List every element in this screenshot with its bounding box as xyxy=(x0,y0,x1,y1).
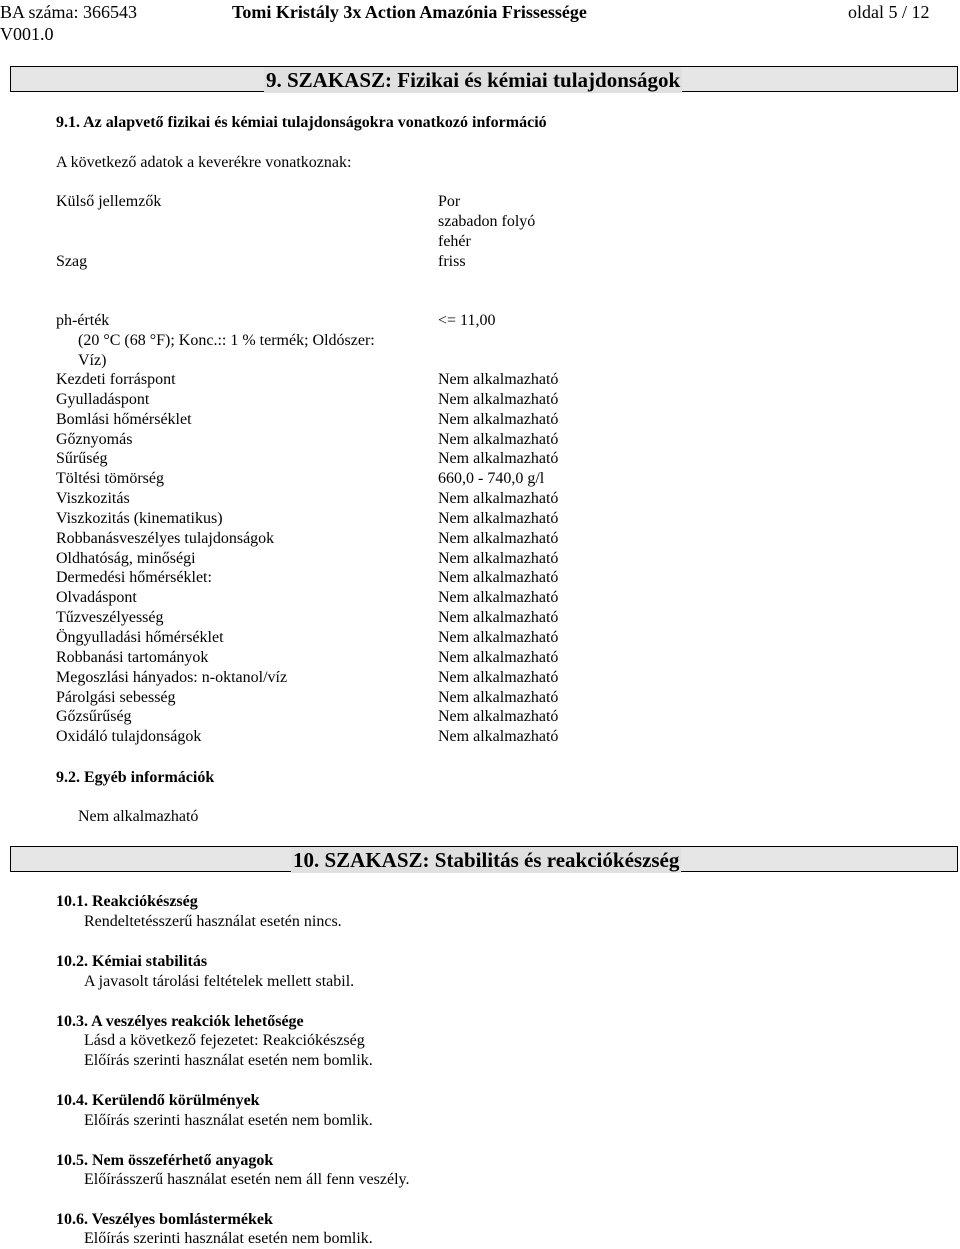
appearance-value-1: Por xyxy=(438,193,461,210)
property-row xyxy=(56,469,616,489)
property-row xyxy=(56,390,616,410)
property-value: Nem alkalmazható xyxy=(438,569,559,587)
property-row xyxy=(56,529,616,549)
property-label: Párolgási sebesség xyxy=(56,688,176,706)
property-label: Viszkozitás xyxy=(56,490,130,508)
odor-label: Szag xyxy=(56,253,88,270)
property-value: Nem alkalmazható xyxy=(438,509,559,527)
property-label: Gőznyomás xyxy=(56,430,133,448)
subsection-10-3-text-2: Előírás szerinti használat esetén nem bomlik. xyxy=(84,1052,373,1069)
section-10-bar xyxy=(10,846,958,872)
property-value: Nem alkalmazható xyxy=(438,628,559,646)
property-label: Olvadáspont xyxy=(56,589,137,607)
property-value: Nem alkalmazható xyxy=(438,609,559,627)
property-label: Tűzveszélyesség xyxy=(56,609,164,627)
property-label: Dermedési hőmérséklet: xyxy=(56,569,212,587)
subsection-10-6-heading: 10.6. Veszélyes bomlástermékek xyxy=(56,1211,273,1228)
property-row xyxy=(56,688,616,708)
property-row xyxy=(56,648,616,668)
appearance-value-3: fehér xyxy=(438,233,471,250)
property-value: Nem alkalmazható xyxy=(438,648,559,666)
property-value: Nem alkalmazható xyxy=(438,529,559,547)
property-label: Bomlási hőmérséklet xyxy=(56,410,192,428)
version: V001.0 xyxy=(0,24,54,44)
subsection-10-4-heading: 10.4. Kerülendő körülmények xyxy=(56,1092,260,1109)
property-row xyxy=(56,449,616,469)
section-9-title: 9. SZAKASZ: Fizikai és kémiai tulajdonságok xyxy=(266,68,681,92)
property-value: Nem alkalmazható xyxy=(438,371,559,388)
property-value: Nem alkalmazható xyxy=(438,430,559,448)
subsection-10-4-text: Előírás szerinti használat esetén nem bomlik. xyxy=(84,1112,373,1129)
appearance-label: Külső jellemzők xyxy=(56,193,162,210)
property-row xyxy=(56,549,616,569)
property-label: Viszkozitás (kinematikus) xyxy=(56,509,223,527)
property-value: Nem alkalmazható xyxy=(438,728,559,746)
property-row xyxy=(56,727,616,747)
property-label: Robbanásveszélyes tulajdonságok xyxy=(56,529,275,547)
ph-note-line-1: (20 °C (68 °F); Konc.:: 1 % termék; Oldószer: xyxy=(78,332,375,349)
subsection-10-3-heading: 10.3. A veszélyes reakciók lehetősége xyxy=(56,1013,304,1030)
section-9-bar xyxy=(10,66,958,92)
property-label: Megoszlási hányados: n-oktanol/víz xyxy=(56,668,288,686)
property-value: Nem alkalmazható xyxy=(438,450,559,468)
subsection-10-5-text: Előírásszerű használat esetén nem áll fenn veszély. xyxy=(84,1171,410,1188)
property-row xyxy=(56,489,616,509)
property-row xyxy=(56,509,616,529)
property-value: Nem alkalmazható xyxy=(438,668,559,686)
ph-label: ph-érték xyxy=(56,312,110,329)
property-row xyxy=(56,568,616,588)
property-value: Nem alkalmazható xyxy=(438,708,559,726)
property-row xyxy=(56,410,616,430)
property-label: Gőzsűrűség xyxy=(56,708,132,726)
subsection-10-2-text: A javasolt tárolási feltételek mellett stabil. xyxy=(84,973,355,990)
ph-value: <= 11,00 xyxy=(438,312,496,329)
property-row xyxy=(56,370,616,390)
property-label: Öngyulladási hőmérséklet xyxy=(56,628,224,646)
property-label: Robbanási tartományok xyxy=(56,648,209,666)
appearance-value-2: szabadon folyó xyxy=(438,213,536,230)
property-value: Nem alkalmazható xyxy=(438,490,559,508)
property-row xyxy=(56,628,616,648)
subsection-10-1-text: Rendeltetésszerű használat esetén nincs. xyxy=(84,913,342,930)
property-value: Nem alkalmazható xyxy=(438,549,559,567)
subsection-10-3-text-1: Lásd a következő fejezetet: Reakciókészség xyxy=(84,1032,365,1049)
subsection-9-2-text: Nem alkalmazható xyxy=(78,808,199,825)
property-value: Nem alkalmazható xyxy=(438,688,559,706)
properties-table xyxy=(56,370,616,747)
property-value: Nem alkalmazható xyxy=(438,589,559,607)
property-label: Gyulladáspont xyxy=(56,390,150,408)
subsection-10-1-heading: 10.1. Reakciókészség xyxy=(56,893,198,910)
property-label: Oxidáló tulajdonságok xyxy=(56,728,202,746)
property-value: Nem alkalmazható xyxy=(438,410,559,428)
mixture-intro: A következő adatok a keverékre vonatkoznak: xyxy=(56,154,352,171)
odor-value: friss xyxy=(438,253,466,270)
subsection-9-1-heading: 9.1. Az alapvető fizikai és kémiai tulajdonságokra vonatkozó információ xyxy=(56,114,547,131)
property-row xyxy=(56,668,616,688)
property-value: 660,0 - 740,0 g/l xyxy=(438,470,545,488)
property-label: Kezdeti forráspont xyxy=(56,371,176,388)
product-name: Tomi Kristály 3x Action Amazónia Frissessége xyxy=(232,2,587,22)
property-label: Sűrűség xyxy=(56,450,108,468)
section-10-title: 10. SZAKASZ: Stabilitás és reakciókészség xyxy=(293,848,680,872)
ph-note-line-2: Víz) xyxy=(78,352,107,369)
subsection-10-5-heading: 10.5. Nem összeférhető anyagok xyxy=(56,1152,274,1169)
ba-number: BA száma: 366543 xyxy=(0,2,137,22)
subsection-10-6-text: Előírás szerinti használat esetén nem bomlik. xyxy=(84,1230,373,1247)
property-label: Töltési tömörség xyxy=(56,470,164,488)
property-row xyxy=(56,707,616,727)
property-row xyxy=(56,588,616,608)
property-label: Oldhatóság, minőségi xyxy=(56,549,196,567)
property-row xyxy=(56,608,616,628)
property-row xyxy=(56,430,616,450)
page-number: oldal 5 / 12 xyxy=(848,2,930,22)
subsection-9-2-heading: 9.2. Egyéb információk xyxy=(56,769,215,786)
subsection-10-2-heading: 10.2. Kémiai stabilitás xyxy=(56,953,208,970)
property-value: Nem alkalmazható xyxy=(438,390,559,408)
